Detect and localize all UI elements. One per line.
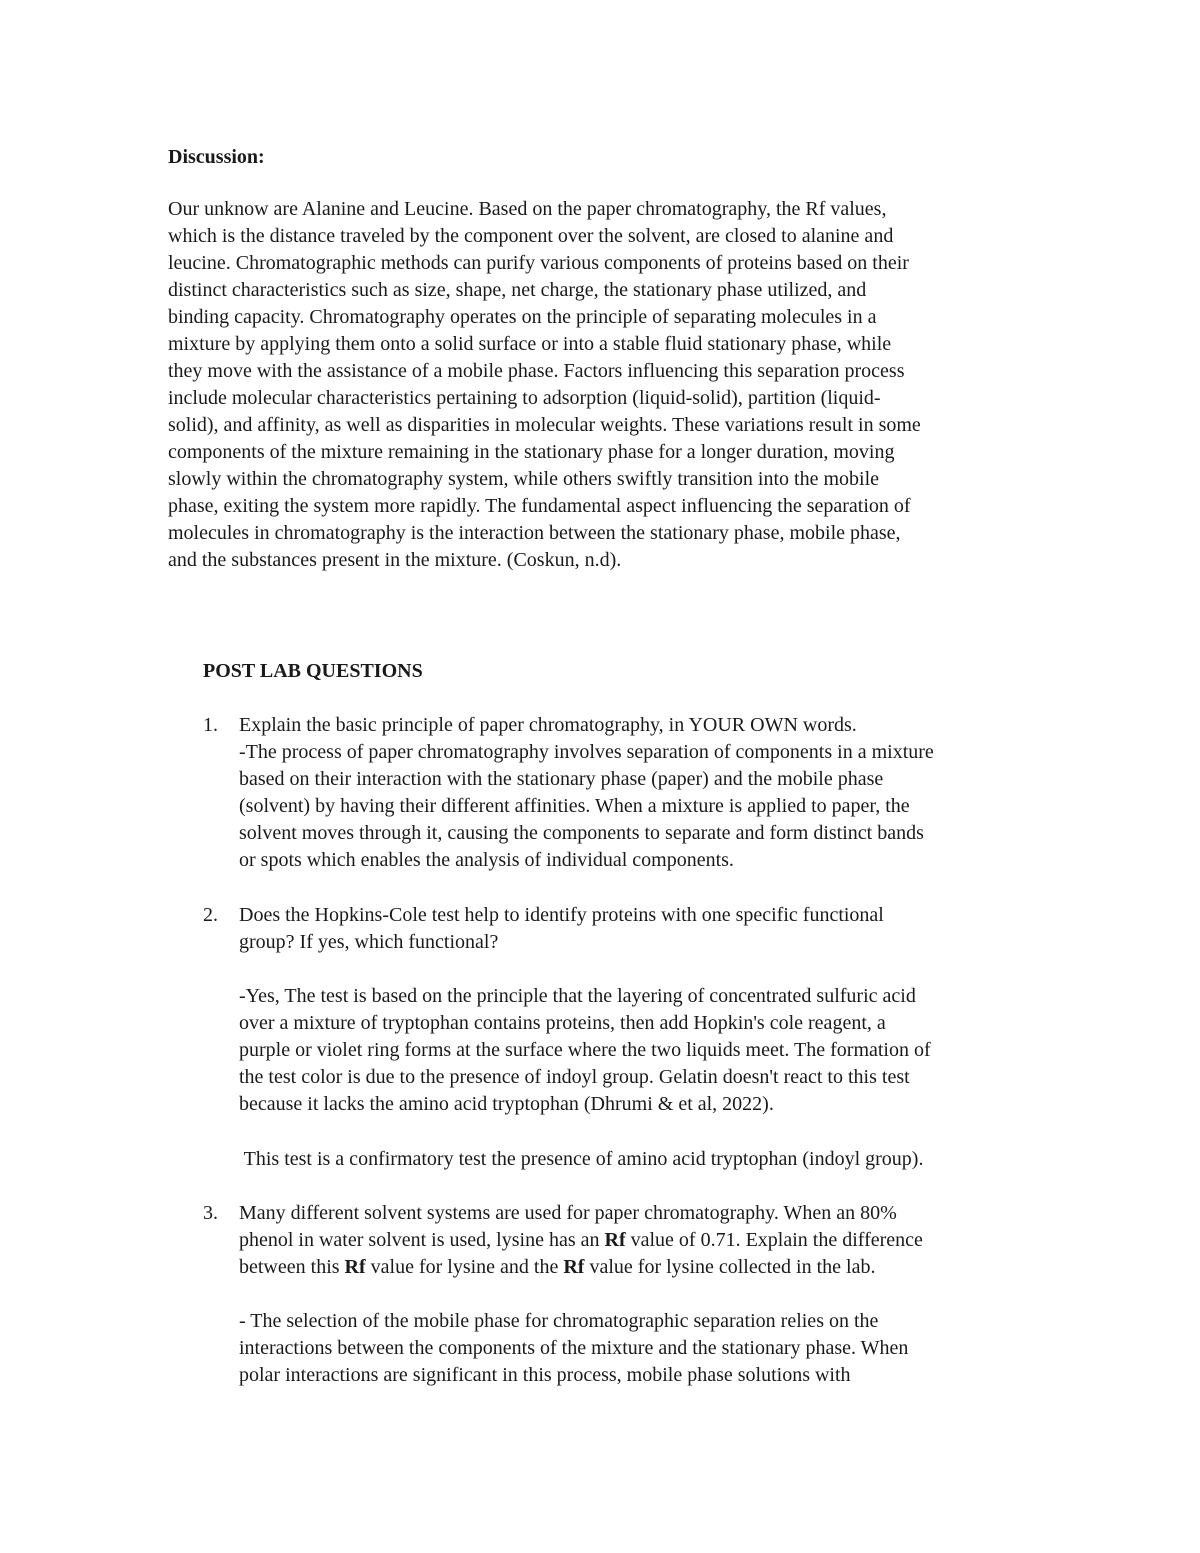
text-fragment: value for lysine and the xyxy=(365,1256,564,1278)
answer-line: based on their interaction with the stationary phase (paper) and the mobile phase xyxy=(239,768,884,790)
text-line: include molecular characteristics pertaining to adsorption (liquid-solid), partition (liquid- xyxy=(168,387,881,409)
text-line: Our unknow are Alanine and Leucine. Based on the paper chromatography, the Rf values, xyxy=(168,198,887,220)
answer-line: (solvent) by having their different affinities. When a mixture is applied to paper, the xyxy=(239,795,910,817)
question-3-text xyxy=(239,1227,923,1254)
answer-line: polar interactions are significant in this process, mobile phase solutions with xyxy=(239,1364,851,1386)
text-line: molecules in chromatography is the interaction between the stationary phase, mobile phase, xyxy=(168,522,901,544)
answer-line: -Yes, The test is based on the principle that the layering of concentrated sulfuric acid xyxy=(239,985,916,1007)
answer-line: -The process of paper chromatography involves separation of components in a mixture xyxy=(239,741,934,763)
answer-line: purple or violet ring forms at the surface where the two liquids meet. The formation of xyxy=(239,1039,931,1061)
question-1-text: Explain the basic principle of paper chromatography, in YOUR OWN words. xyxy=(239,714,857,736)
rf-term: Rf xyxy=(604,1229,626,1251)
text-line: and the substances present in the mixture. (Coskun, n.d). xyxy=(168,549,622,571)
discussion-paragraph xyxy=(168,196,921,574)
question-3-block xyxy=(239,1200,923,1281)
text-line: components of the mixture remaining in the stationary phase for a longer duration, moving xyxy=(168,441,895,463)
question-2-block xyxy=(239,902,884,956)
answer-line: - The selection of the mobile phase for chromatographic separation relies on the xyxy=(239,1310,879,1332)
question-2-text: Does the Hopkins-Cole test help to identify proteins with one specific functional xyxy=(239,904,884,926)
question-3-text xyxy=(239,1254,923,1281)
question-2-answer xyxy=(239,983,931,1118)
question-3-answer xyxy=(239,1308,908,1389)
text-line: leucine. Chromatographic methods can purify various components of proteins based on their xyxy=(168,252,909,274)
text-line: distinct characteristics such as size, shape, net charge, the stationary phase utilized, and xyxy=(168,279,867,301)
rf-term: Rf xyxy=(344,1256,366,1278)
discussion-heading: Discussion: xyxy=(168,146,265,168)
question-1-block xyxy=(239,712,934,874)
text-line: which is the distance traveled by the component over the solvent, are closed to alanine and xyxy=(168,225,894,247)
text-line: slowly within the chromatography system, while others swiftly transition into the mobile xyxy=(168,468,880,490)
answer-line: solvent moves through it, causing the components to separate and form distinct bands xyxy=(239,822,924,844)
text-line: they move with the assistance of a mobile phase. Factors influencing this separation process xyxy=(168,360,905,382)
question-1-number: 1. xyxy=(203,714,218,736)
text-line: mixture by applying them onto a solid surface or into a stable fluid stationary phase, while xyxy=(168,333,892,355)
question-3-number: 3. xyxy=(203,1202,218,1224)
answer-line: over a mixture of tryptophan contains proteins, then add Hopkin's cole reagent, a xyxy=(239,1012,886,1034)
post-lab-heading: POST LAB QUESTIONS xyxy=(203,660,423,682)
text-fragment: value for lysine collected in the lab. xyxy=(584,1256,876,1278)
answer-line: interactions between the components of the mixture and the stationary phase. When xyxy=(239,1337,909,1359)
question-2-note: This test is a confirmatory test the presence of amino acid tryptophan (indoyl group). xyxy=(239,1148,924,1170)
text-fragment: between this xyxy=(239,1256,345,1278)
answer-line: the test color is due to the presence of indoyl group. Gelatin doesn't react to this test xyxy=(239,1066,910,1088)
text-fragment: phenol in water solvent is used, lysine has an xyxy=(239,1229,605,1251)
answer-line: or spots which enables the analysis of individual components. xyxy=(239,849,734,871)
question-2-text: group? If yes, which functional? xyxy=(239,931,499,953)
question-2-number: 2. xyxy=(203,904,218,926)
question-3-text: Many different solvent systems are used for paper chromatography. When an 80% xyxy=(239,1202,897,1224)
text-line: solid), and affinity, as well as disparities in molecular weights. These variations result in some xyxy=(168,414,921,436)
answer-line: because it lacks the amino acid tryptophan (Dhrumi & et al, 2022). xyxy=(239,1093,774,1115)
text-line: phase, exiting the system more rapidly. The fundamental aspect influencing the separation of xyxy=(168,495,911,517)
text-line: binding capacity. Chromatography operates on the principle of separating molecules in a xyxy=(168,306,877,328)
rf-term: Rf xyxy=(563,1256,585,1278)
text-fragment: value of 0.71. Explain the difference xyxy=(625,1229,923,1251)
